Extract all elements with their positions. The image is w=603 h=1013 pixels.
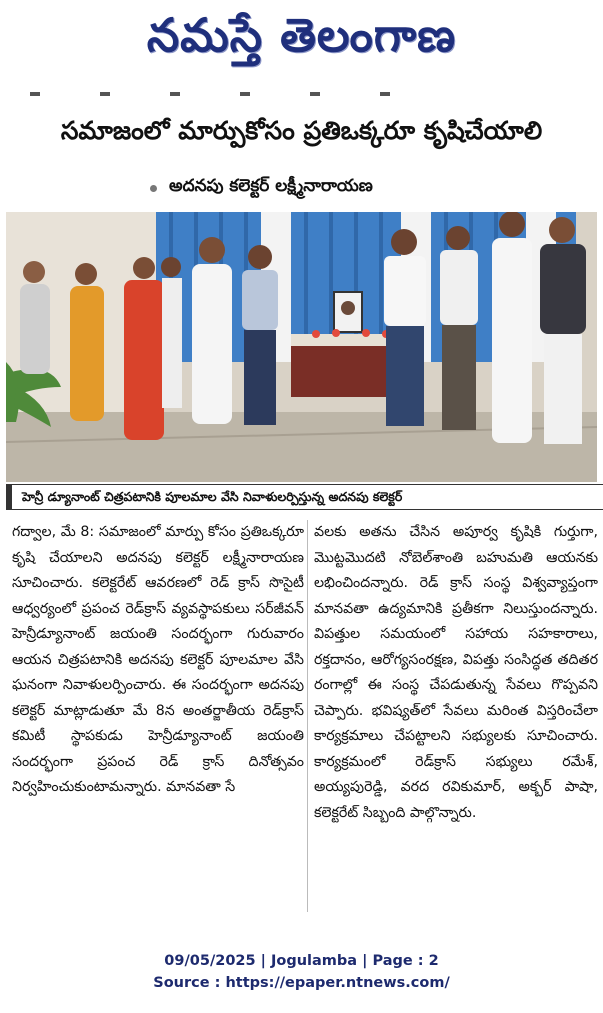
- article-column-2: వలకు అతను చేసిన అపూర్వ కృషికి గుర్తుగా, మొట్టమొదటి నోబెల్‌శాంతి బహుమతి ఆయనకు లభించిందన్నారు. రెడ్ క్రాస్ సంస్థ విశ్వవ్యాప్తంగా మానవతా ఉద్యమానికి ప్రతీకగా నిలుస్తుందన్నారు. విపత్తుల సమయంలో సహాయ సహకారాలు, రక్తదానం, ఆరోగ్యసంరక్షణ, విపత్తు సంసిద్ధత తదితర రంగాల్లో ఈ సంస్థ చేపడుతున్న సేవలు గొప్పవని చెప్పారు. భవిష్యత్‌లో సేవలు మరింత విస్తరించేలా కార్యక్రమాలు చేపట్టాలని సభ్యులకు సూచించారు. కార్యక్రమంలో రెడ్‌క్రాస్ సభ్యులు రమేశ్, అయ్యపురెడ్డి, వరద రవికుమార్, అక్బర్ పాషా, కలెక్టరేట్ సిబ్బంది పాల్గొన్నారు.: [314, 524, 598, 821]
- clipping-edge: [30, 92, 410, 96]
- footer-date-edition: 09/05/2025 | Jogulamba | Page : 2: [164, 953, 439, 969]
- article-photo: [6, 212, 597, 482]
- footer-source: Source : https://epaper.ntnews.com/: [153, 975, 450, 991]
- article-headline: సమాజంలో మార్పుకోసం ప్రతిఒక్కరూ కృషిచేయాలి: [60, 116, 543, 145]
- masthead: [0, 0, 603, 82]
- article-column-1: గద్వాల, మే 8: సమాజంలో మార్పు కోసం ప్రతిఒక్కరూ కృషి చేయాలని అదనపు కలెక్టర్ లక్ష్మీనారాయణ సూచించారు. కలెక్టరేట్ ఆవరణలో రెడ్ క్రాస్ సొసైటీ ఆధ్వర్యంలో ప్రపంచ రెడ్‌క్రాస్ వ్యవస్థాపకులు సర్‌జీవన్ హెన్రీడ్యూనాంట్ జయంతి సందర్భంగా గురువారం ఆయన చిత్రపటానికి అదనపు కలెక్టర్ పూలమాల వేసి ఘనంగా నివాళులర్పించారు. ఈ సందర్భంగా అదనపు కలెక్టర్ మాట్లాడుతూ మే 8న అంతర్జాతీయ రెడ్‌క్రాస్ కమిటీ స్థాపకుడు హెన్రీడ్యూనాంట్ జయంతి సందర్భంగా ప్రపంచ రెడ్ క్రాస్ దినోత్సవం నిర్వహించుకుంటామన్నారు. మానవతా సే: [12, 524, 304, 795]
- newspaper-title: నమస్తే తెలంగాణ: [146, 8, 457, 62]
- photo-caption: హెన్రీ డ్యూనాంట్ చిత్రపటానికి పూలమాల వేసి నివాళులర్పిస్తున్న అదనపు కలెక్టర్: [6, 484, 603, 510]
- column-divider: [307, 520, 308, 912]
- subheadline-text: అదనపు కలెక్టర్ లక్ష్మీనారాయణ: [169, 176, 373, 196]
- bullet-icon: [150, 185, 157, 192]
- article-subheadline: [150, 176, 373, 200]
